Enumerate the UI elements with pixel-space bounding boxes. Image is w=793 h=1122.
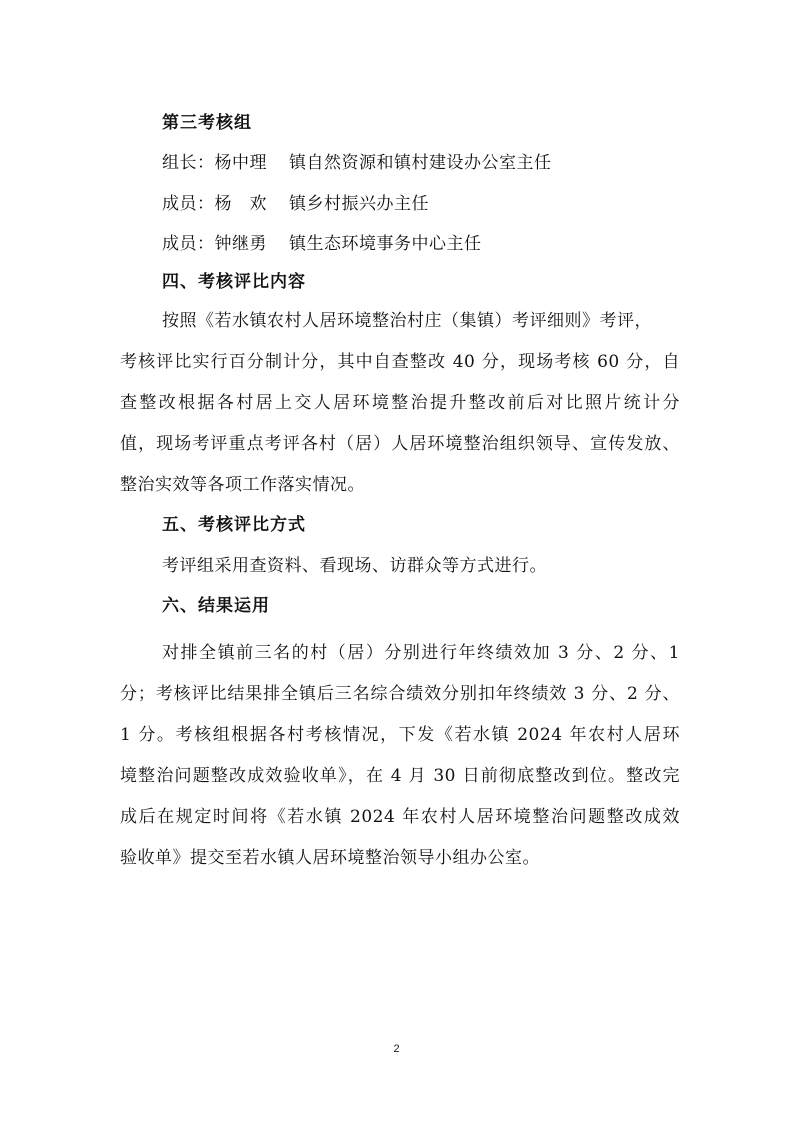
paragraph-line: 考评组采用查资料、看现场、访群众等方式进行。 [162, 556, 547, 576]
paragraph-line: 对排全镇前三名的村（居）分别进行年终绩效加 3 分、2 分、1 [162, 643, 680, 663]
paragraph-line: 验收单》提交至若水镇人居环境整治领导小组办公室。 [120, 848, 540, 868]
results-heading: 六、结果运用 [162, 596, 270, 616]
member-row [162, 152, 552, 174]
member-duty: 镇生态环境事务中心主任 [289, 234, 482, 254]
member-role: 组长： [162, 153, 215, 173]
member-row [162, 193, 429, 215]
member-name: 钟继勇 [214, 234, 267, 254]
paragraph-line: 值，现场考评重点考评各村（居）人居环境整治组织领导、宣传发放、 [120, 434, 680, 454]
section3-heading: 第三考核组 [162, 113, 252, 133]
member-row [162, 233, 482, 255]
paragraph-line: 分；考核评比结果排全镇后三名综合绩效分别扣年终绩效 3 分、2 分、 [120, 684, 680, 704]
member-role: 成员： [162, 194, 215, 214]
member-name: 杨中理 [214, 153, 267, 173]
paragraph-line: 成后在规定时间将《若水镇 2024 年农村人居环境整治问题整改成效 [120, 807, 680, 827]
member-role: 成员： [162, 234, 215, 254]
method-heading: 五、考核评比方式 [162, 515, 306, 535]
page-number: 2 [393, 1043, 400, 1055]
content-heading: 四、考核评比内容 [162, 272, 306, 292]
paragraph-line: 查整改根据各村居上交人居环境整治提升整改前后对比照片统计分 [120, 393, 680, 413]
paragraph-line: 按照《若水镇农村人居环境整治村庄（集镇）考评细则》考评， [162, 311, 652, 331]
paragraph-line: 整治实效等各项工作落实情况。 [120, 475, 365, 495]
paragraph-line: 境整治问题整改成效验收单》，在 4 月 30 日前彻底整改到位。整改完 [120, 766, 680, 786]
paragraph-line: 考核评比实行百分制计分，其中自查整改 40 分，现场考核 60 分，自 [120, 352, 680, 372]
member-duty: 镇自然资源和镇村建设办公室主任 [289, 153, 552, 173]
paragraph-line: 1 分。考核组根据各村考核情况，下发《若水镇 2024 年农村人居环 [120, 725, 680, 745]
member-name: 杨 欢 [214, 194, 267, 214]
member-duty: 镇乡村振兴办主任 [289, 194, 429, 214]
